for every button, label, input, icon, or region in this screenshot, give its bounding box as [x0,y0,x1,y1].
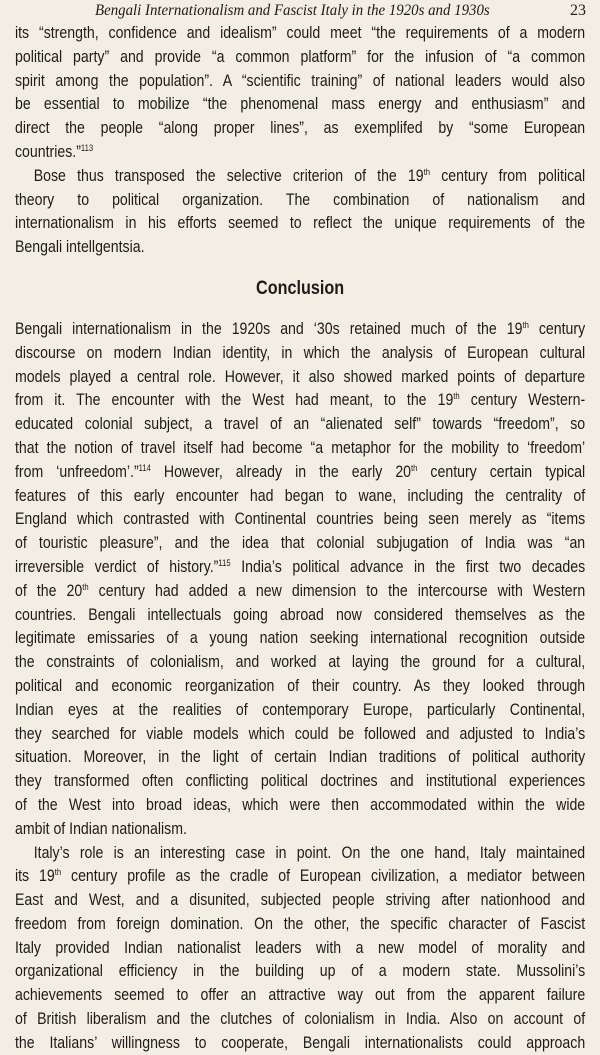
text-line: models played a central role. However, it also showed marked points of departure [15,366,586,386]
superscript: th [54,867,62,878]
superscript: th [423,166,431,177]
text-line: situation. Moreover, in the light of certain Indian traditions of political authority [15,747,586,767]
text-line: be essential to mobilize “the phenomenal mass energy and enthusiasm” and [15,94,586,114]
text-line: countries.”$^{113}$ [15,141,94,161]
text-line: its 19th century profile as the cradle of European civilization, a mediator between [15,866,586,886]
text-line: East and West, and a disunited, subjected people striving after nationhood and [15,890,586,910]
text-line: organizational efficiency in the building up of a modern state. Mussolini’s [15,961,586,981]
superscript: th [453,391,460,402]
text-line: Indian eyes at the realities of contemporary Europe, particularly Continental, [15,699,586,719]
text-line: of touristic pleasure”, and the idea that colonial subjugation of India was “an [15,533,586,553]
text-line: Bose thus transposed the selective criterion of the 19th century from political [33,165,586,185]
text-line: Bengali intellgentsia. [15,237,145,257]
text-line: freedom from foreign domination. On the other, the specific character of Fascist [15,913,586,933]
superscript: th [411,462,418,473]
text-line: they transformed often conflicting political doctrines and institutional experiences [15,771,586,791]
body-text [15,21,585,1055]
text-line: they searched for viable models which could be followed and adjusted to India’s [15,723,586,743]
text-line: of the 20th century had added a new dimension to the intercourse with Western [15,580,586,600]
paragraph [15,164,585,259]
paragraph [15,841,585,1055]
text-line: the Italians’ willingness to cooperate, Bengali internationalists could approach [15,1032,586,1052]
text-line: countries. Bengali intellectuals going abroad now considered themselves as the [15,604,586,624]
text-line: political and economic reorganization of their country. As they looked through [15,675,586,695]
text-line: internationalism in his efforts seemed to reflect the unique requirements of the [15,213,586,233]
superscript: th [522,319,529,330]
text-line: theory to political organization. The combination of nationalism and [15,189,586,209]
running-title: Bengali Internationalism and Fascist Italy in the 1920s and 1930s [95,2,490,19]
superscript: 113 [80,142,94,153]
text-line: Italy provided Indian nationalist leaders with a new model of morality and [15,937,586,957]
text-line: England which contrasted with Continental countries being seen merely as “items [15,509,586,529]
text-line: ambit of Indian nationalism. [15,818,187,838]
text-line: features of this early encounter had began to wane, including the centrality of [15,485,586,505]
section-heading: Conclusion [256,277,345,299]
superscript: th [82,581,89,592]
text-line: direct the people “along proper lines”, as exemplifed by “some European [15,118,586,138]
text-line: of British liberalism and the clutches of colonialism in India. Also on account of [15,1009,586,1029]
text-line: from ‘unfreedom’.”$^{114}$ However, already in the early 20th century certain typical [15,461,586,481]
text-line: discourse on modern Indian identity, in which the analysis of European cultural [15,342,586,362]
text-line: achievements seemed to offer an attractive way out from the apparent failure [15,985,586,1005]
text-line: spirit among the population”. A “scientific training” of national leaders would also [15,70,586,90]
paragraph [15,21,585,164]
text-line: legitimate emissaries of a young nation seeking international recognition outside [15,628,586,648]
text-line: of the West into broad ideas, which were then accommodated within the wide [15,794,586,814]
text-line: Italy’s role is an interesting case in point. On the one hand, Italy maintained [33,842,586,862]
text-line: from it. The encounter with the West had meant, to the 19th century Western- [15,390,586,410]
text-line: Bengali internationalism in the 1920s and ‘30s retained much of the 19th century [15,318,586,338]
text-line: irreversible verdict of history.”$^{115}$ India’s political advance in the first two decades [15,556,586,576]
text-line: that the notion of travel itself had become “a metaphor for the mobility to ‘freedom’ [15,437,586,457]
superscript: 114 [138,462,151,473]
text-line: the constraints of colonialism, and worked at laying the ground for a cultural, [15,652,586,672]
page-number: 23 [570,2,586,19]
text-line: its “strength, confidence and idealism” could meet “the requirements of a modern [15,23,586,42]
text-line: political party” and provide “a common platform” for the infusion of “a common [15,46,586,66]
text-line: educated colonial subject, a travel of an “alienated self” towards “freedom”, so [15,414,586,434]
superscript: 115 [218,557,231,568]
paragraph [15,317,585,841]
